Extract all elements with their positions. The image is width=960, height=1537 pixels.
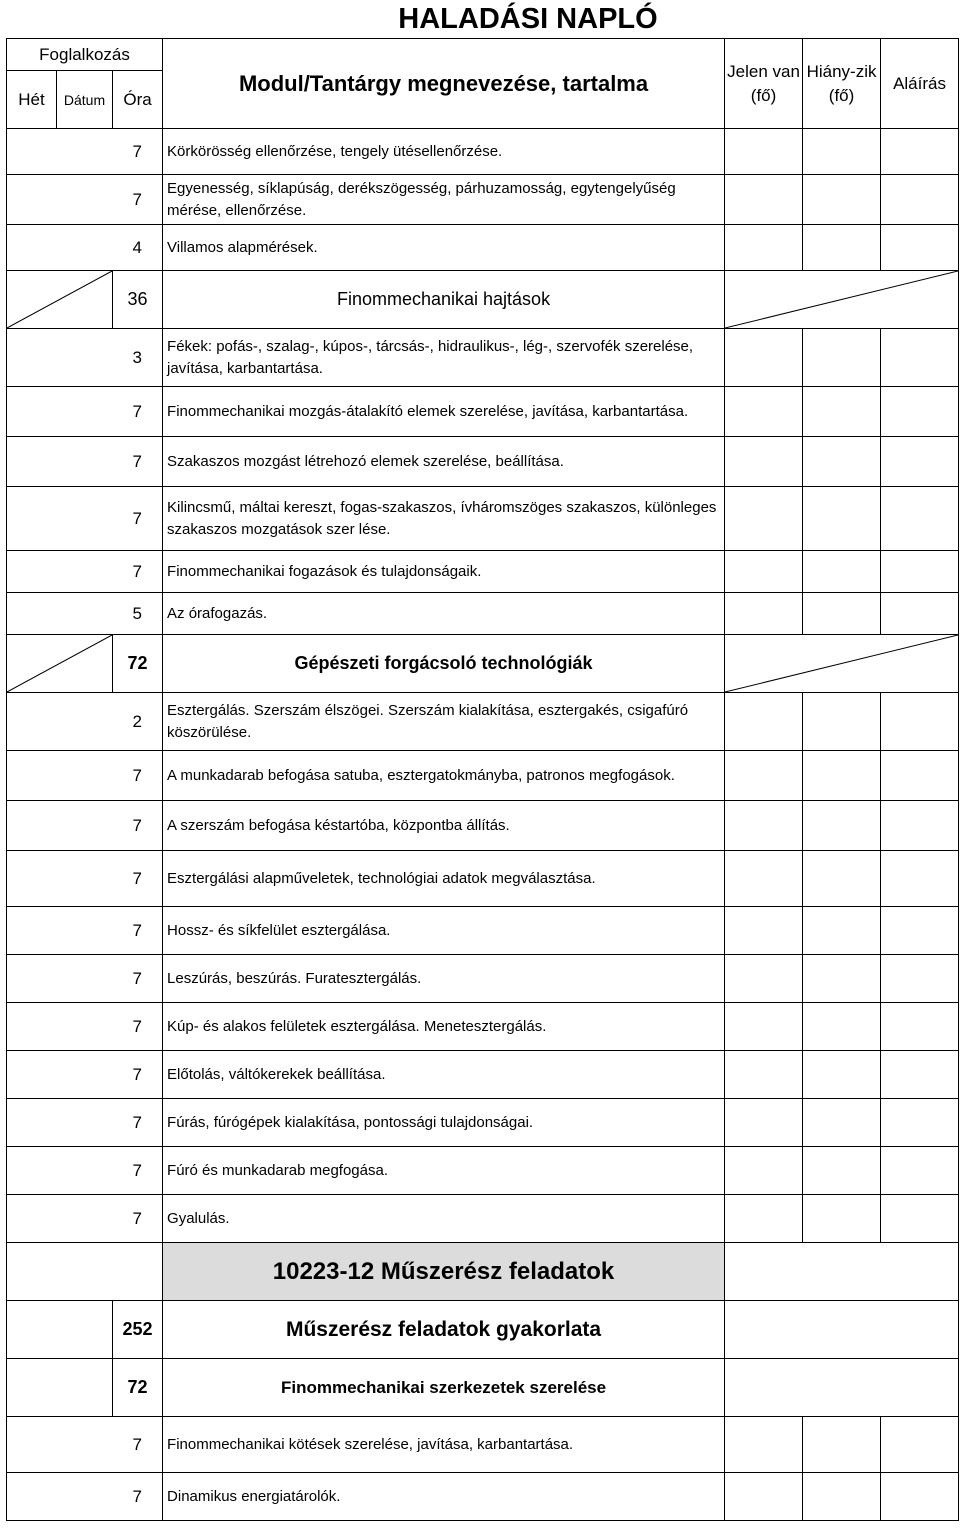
alairas-cell[interactable] xyxy=(881,1003,959,1051)
jelen-van-cell[interactable] xyxy=(725,1473,803,1521)
topic-cell: Fúrás, fúrógépek kialakítása, pontossági tulajdonságai. xyxy=(163,1099,725,1147)
alairas-cell[interactable] xyxy=(881,175,959,225)
topic-cell: Kúp- és alakos felületek esztergálása. Menetesztergálás. xyxy=(163,1003,725,1051)
topic-cell: Fékek: pofás-, szalag-, kúpos-, tárcsás-, hidraulikus-, lég-, szervofék szerelése, javítása, karbantartása. xyxy=(163,329,725,387)
topic-cell: Finommechanikai fogazások és tulajdonságaik. xyxy=(163,551,725,593)
hours-cell: 7 xyxy=(113,1051,163,1099)
hianyzik-cell[interactable] xyxy=(803,851,881,907)
hianyzik-cell[interactable] xyxy=(803,751,881,801)
hianyzik-cell[interactable] xyxy=(803,129,881,175)
hours-cell: 7 xyxy=(113,851,163,907)
hianyzik-cell[interactable] xyxy=(803,225,881,271)
jelen-van-cell[interactable] xyxy=(725,1195,803,1243)
table-row xyxy=(7,175,959,225)
jelen-van-cell[interactable] xyxy=(725,1147,803,1195)
header-datum: Dátum xyxy=(57,71,113,129)
alairas-cell[interactable] xyxy=(881,487,959,551)
section-title: Finommechanikai hajtások xyxy=(163,271,725,329)
topic-cell: Leszúrás, beszúrás. Furatesztergálás. xyxy=(163,955,725,1003)
diagonal-cell xyxy=(725,271,959,329)
jelen-van-cell[interactable] xyxy=(725,693,803,751)
table-row xyxy=(7,907,959,955)
hianyzik-cell[interactable] xyxy=(803,1195,881,1243)
alairas-cell[interactable] xyxy=(881,225,959,271)
section-title: Gépészeti forgácsoló technológiák xyxy=(163,635,725,693)
hianyzik-cell[interactable] xyxy=(803,329,881,387)
hianyzik-cell[interactable] xyxy=(803,487,881,551)
hours-cell: 7 xyxy=(113,1195,163,1243)
hianyzik-cell[interactable] xyxy=(803,955,881,1003)
table-row xyxy=(7,1051,959,1099)
hours-cell: 7 xyxy=(113,129,163,175)
alairas-cell[interactable] xyxy=(881,693,959,751)
hianyzik-cell[interactable] xyxy=(803,1099,881,1147)
table-row xyxy=(7,1195,959,1243)
jelen-van-cell[interactable] xyxy=(725,907,803,955)
hianyzik-cell[interactable] xyxy=(803,551,881,593)
topic-cell: Az órafogazás. xyxy=(163,593,725,635)
table-row xyxy=(7,1473,959,1521)
hianyzik-cell[interactable] xyxy=(803,437,881,487)
topic-cell: Kilincsmű, máltai kereszt, fogas-szakaszos, ívháromszöges szakaszos, különleges szakaszos mozgatások szer lése. xyxy=(163,487,725,551)
jelen-van-cell[interactable] xyxy=(725,851,803,907)
alairas-cell[interactable] xyxy=(881,593,959,635)
progress-log-table xyxy=(6,38,959,1521)
alairas-cell[interactable] xyxy=(881,129,959,175)
hianyzik-cell[interactable] xyxy=(803,175,881,225)
jelen-van-cell[interactable] xyxy=(725,1003,803,1051)
hours-cell: 7 xyxy=(113,1417,163,1473)
hours-cell: 7 xyxy=(113,1003,163,1051)
alairas-cell[interactable] xyxy=(881,1051,959,1099)
table-row xyxy=(7,487,959,551)
hours-cell: 2 xyxy=(113,693,163,751)
topic-cell: Finommechanikai kötések szerelése, javítása, karbantartása. xyxy=(163,1417,725,1473)
hianyzik-cell[interactable] xyxy=(803,801,881,851)
alairas-cell[interactable] xyxy=(881,1147,959,1195)
table-row xyxy=(7,1003,959,1051)
hours-cell: 7 xyxy=(113,437,163,487)
hianyzik-cell[interactable] xyxy=(803,693,881,751)
jelen-van-cell[interactable] xyxy=(725,751,803,801)
table-row xyxy=(7,1417,959,1473)
jelen-van-cell[interactable] xyxy=(725,175,803,225)
section-hours: 36 xyxy=(113,271,163,329)
hianyzik-cell[interactable] xyxy=(803,593,881,635)
table-row xyxy=(7,1359,959,1417)
header-jelen-van-line1: Jelen van xyxy=(727,61,800,81)
topic-cell: A munkadarab befogása satuba, esztergatokmányba, patronos megfogások. xyxy=(163,751,725,801)
table-row xyxy=(7,1099,959,1147)
hours-cell: 5 xyxy=(113,593,163,635)
hianyzik-cell[interactable] xyxy=(803,1003,881,1051)
hours-cell: 7 xyxy=(113,1147,163,1195)
jelen-van-cell[interactable] xyxy=(725,801,803,851)
alairas-cell[interactable] xyxy=(881,387,959,437)
hours-cell: 7 xyxy=(113,801,163,851)
hours-cell: 7 xyxy=(113,907,163,955)
table-row xyxy=(7,551,959,593)
header-hianyzik-line1: Hiány-zik xyxy=(806,61,877,81)
table-row xyxy=(7,329,959,387)
alairas-cell[interactable] xyxy=(881,1417,959,1473)
alairas-cell[interactable] xyxy=(881,551,959,593)
topic-cell: Gyalulás. xyxy=(163,1195,725,1243)
header-alairas: Aláírás xyxy=(881,39,959,129)
jelen-van-cell[interactable] xyxy=(725,129,803,175)
hianyzik-cell[interactable] xyxy=(803,1417,881,1473)
page-title: HALADÁSI NAPLÓ xyxy=(398,3,658,35)
header-modul: Modul/Tantárgy megnevezése, tartalma xyxy=(163,39,725,129)
jelen-van-cell[interactable] xyxy=(725,1051,803,1099)
table-row xyxy=(7,271,959,329)
header-foglalkozas: Foglalkozás xyxy=(7,39,163,71)
jelen-van-cell[interactable] xyxy=(725,329,803,387)
alairas-cell[interactable] xyxy=(881,437,959,487)
header-hianyzik-line2: (fő) xyxy=(828,85,855,105)
module-title: 10223-12 Műszerész feladatok xyxy=(163,1243,725,1301)
table-row xyxy=(7,1147,959,1195)
hours-cell: 7 xyxy=(113,955,163,1003)
hours-cell: 7 xyxy=(113,1099,163,1147)
alairas-cell[interactable] xyxy=(881,1473,959,1521)
alairas-cell[interactable] xyxy=(881,1099,959,1147)
alairas-cell[interactable] xyxy=(881,1195,959,1243)
jelen-van-cell[interactable] xyxy=(725,1099,803,1147)
alairas-cell[interactable] xyxy=(881,955,959,1003)
section-hours: 72 xyxy=(113,635,163,693)
table-row xyxy=(7,801,959,851)
table-row xyxy=(7,635,959,693)
alairas-cell[interactable] xyxy=(881,907,959,955)
hours-cell: 4 xyxy=(113,225,163,271)
subject-title: Műszerész feladatok gyakorlata xyxy=(163,1301,725,1359)
topic-cell: Hossz- és síkfelület esztergálása. xyxy=(163,907,725,955)
hianyzik-cell[interactable] xyxy=(803,907,881,955)
alairas-cell[interactable] xyxy=(881,329,959,387)
hianyzik-cell[interactable] xyxy=(803,387,881,437)
header-jelen-van xyxy=(725,39,803,129)
header-hianyzik xyxy=(803,39,881,129)
hianyzik-cell[interactable] xyxy=(803,1473,881,1521)
diagonal-cell xyxy=(7,271,113,329)
jelen-van-cell[interactable] xyxy=(725,551,803,593)
table-row xyxy=(7,751,959,801)
topic-cell: Finommechanikai mozgás-átalakító elemek szerelése, javítása, karbantartása. xyxy=(163,387,725,437)
table-row xyxy=(7,129,959,175)
table-row xyxy=(7,387,959,437)
topic-cell: Szakaszos mozgást létrehozó elemek szerelése, beállítása. xyxy=(163,437,725,487)
diagonal-cell xyxy=(725,635,959,693)
subject-hours: 72 xyxy=(113,1359,163,1417)
table-row xyxy=(7,1243,959,1301)
hours-cell: 7 xyxy=(113,751,163,801)
hours-cell: 7 xyxy=(113,175,163,225)
table-row xyxy=(7,437,959,487)
header-het: Hét xyxy=(7,71,57,129)
log-body xyxy=(7,129,959,1521)
jelen-van-cell[interactable] xyxy=(725,955,803,1003)
topic-cell: Villamos alapmérések. xyxy=(163,225,725,271)
topic-cell: Esztergálás. Szerszám élszögei. Szerszám kialakítása, esztergakés, csigafúró köszörülése. xyxy=(163,693,725,751)
subject-title: Finommechanikai szerkezetek szerelése xyxy=(163,1359,725,1417)
alairas-cell[interactable] xyxy=(881,751,959,801)
hours-cell: 7 xyxy=(113,487,163,551)
table-row xyxy=(7,693,959,751)
topic-cell: Dinamikus energiatárolók. xyxy=(163,1473,725,1521)
topic-cell: Körkörösség ellenőrzése, tengely ütésellenőrzése. xyxy=(163,129,725,175)
topic-cell: Fúró és munkadarab megfogása. xyxy=(163,1147,725,1195)
hianyzik-cell[interactable] xyxy=(803,1147,881,1195)
jelen-van-cell[interactable] xyxy=(725,487,803,551)
diagonal-cell xyxy=(7,635,113,693)
table-row xyxy=(7,955,959,1003)
jelen-van-cell[interactable] xyxy=(725,387,803,437)
header-jelen-van-line2: (fő) xyxy=(750,85,777,105)
hours-cell: 7 xyxy=(113,1473,163,1521)
table-row xyxy=(7,1301,959,1359)
table-row xyxy=(7,225,959,271)
topic-cell: Egyenesség, síklapúság, derékszögesség, párhuzamosság, egytengelyűség mérése, ellenőrzése. xyxy=(163,175,725,225)
hours-cell: 3 xyxy=(113,329,163,387)
header-ora: Óra xyxy=(113,71,163,129)
alairas-cell[interactable] xyxy=(881,851,959,907)
jelen-van-cell[interactable] xyxy=(725,593,803,635)
topic-cell: Előtolás, váltókerekek beállítása. xyxy=(163,1051,725,1099)
hianyzik-cell[interactable] xyxy=(803,1051,881,1099)
hours-cell: 7 xyxy=(113,387,163,437)
hours-cell: 7 xyxy=(113,551,163,593)
topic-cell: Esztergálási alapműveletek, technológiai adatok megválasztása. xyxy=(163,851,725,907)
topic-cell: A szerszám befogása késtartóba, központba állítás. xyxy=(163,801,725,851)
jelen-van-cell[interactable] xyxy=(725,437,803,487)
table-row xyxy=(7,851,959,907)
jelen-van-cell[interactable] xyxy=(725,1417,803,1473)
alairas-cell[interactable] xyxy=(881,801,959,851)
jelen-van-cell[interactable] xyxy=(725,225,803,271)
subject-hours: 252 xyxy=(113,1301,163,1359)
table-row xyxy=(7,593,959,635)
